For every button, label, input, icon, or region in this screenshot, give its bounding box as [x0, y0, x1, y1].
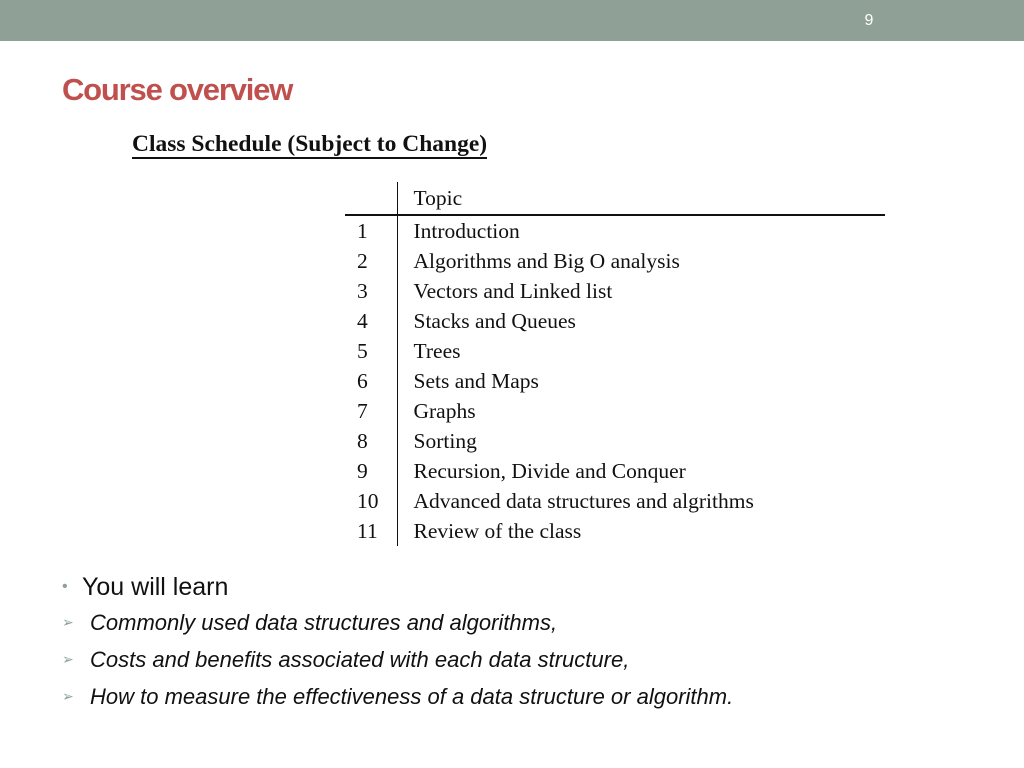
- slide-title: Course overview: [62, 72, 293, 107]
- row-number: 2: [345, 246, 397, 276]
- row-topic: Introduction: [413, 219, 520, 243]
- row-topic: Stacks and Queues: [413, 309, 576, 333]
- row-topic: Algorithms and Big O analysis: [413, 249, 680, 273]
- row-topic: Advanced data structures and algrithms: [413, 489, 754, 513]
- row-number: 9: [345, 456, 397, 486]
- arrow-bullet-icon: ➢: [62, 614, 74, 630]
- bullet-dot-icon: •: [62, 578, 68, 595]
- table-row: [345, 366, 885, 396]
- top-bar: [0, 0, 1024, 41]
- table-row: [345, 516, 885, 546]
- learn-heading: You will learn: [82, 572, 229, 601]
- schedule-table: [345, 182, 885, 546]
- table-row: [345, 486, 885, 516]
- list-item: [62, 641, 733, 678]
- row-topic: Trees: [413, 339, 461, 363]
- list-item: [62, 604, 733, 641]
- row-topic: Sets and Maps: [413, 369, 539, 393]
- arrow-bullet-icon: ➢: [62, 688, 74, 704]
- list-item-text: How to measure the effectiveness of a data structure or algorithm.: [90, 683, 734, 709]
- table-row: [345, 396, 885, 426]
- slide-number: 9: [864, 12, 874, 29]
- row-topic: Recursion, Divide and Conquer: [413, 459, 686, 483]
- row-topic: Review of the class: [413, 519, 582, 543]
- table-header-row: [345, 182, 885, 215]
- table-row: [345, 246, 885, 276]
- row-number: 6: [345, 366, 397, 396]
- row-number: 8: [345, 426, 397, 456]
- schedule-body: [345, 215, 885, 546]
- table-row: [345, 215, 885, 246]
- row-number: 4: [345, 306, 397, 336]
- column-header-topic: Topic: [397, 182, 885, 215]
- arrow-bullet-icon: ➢: [62, 651, 74, 667]
- learn-heading-item: [62, 570, 733, 604]
- table-row: [345, 336, 885, 366]
- row-number: 5: [345, 336, 397, 366]
- row-number: 11: [345, 516, 397, 546]
- row-number: 7: [345, 396, 397, 426]
- list-item: [62, 678, 733, 715]
- row-number: 10: [345, 486, 397, 516]
- table-row: [345, 426, 885, 456]
- table-row: [345, 306, 885, 336]
- table-row: [345, 456, 885, 486]
- list-item-text: Costs and benefits associated with each data structure,: [90, 646, 630, 672]
- list-item-text: Commonly used data structures and algorithms,: [90, 609, 558, 635]
- learn-sub-list: [62, 604, 733, 715]
- column-header-number: [345, 182, 397, 215]
- row-number: 3: [345, 276, 397, 306]
- table-row: [345, 276, 885, 306]
- row-topic: Graphs: [413, 399, 476, 423]
- row-topic: Vectors and Linked list: [413, 279, 613, 303]
- row-topic: Sorting: [413, 429, 477, 453]
- learn-list: [62, 570, 733, 715]
- row-number: 1: [345, 215, 397, 246]
- schedule-heading: Class Schedule (Subject to Change): [132, 131, 488, 157]
